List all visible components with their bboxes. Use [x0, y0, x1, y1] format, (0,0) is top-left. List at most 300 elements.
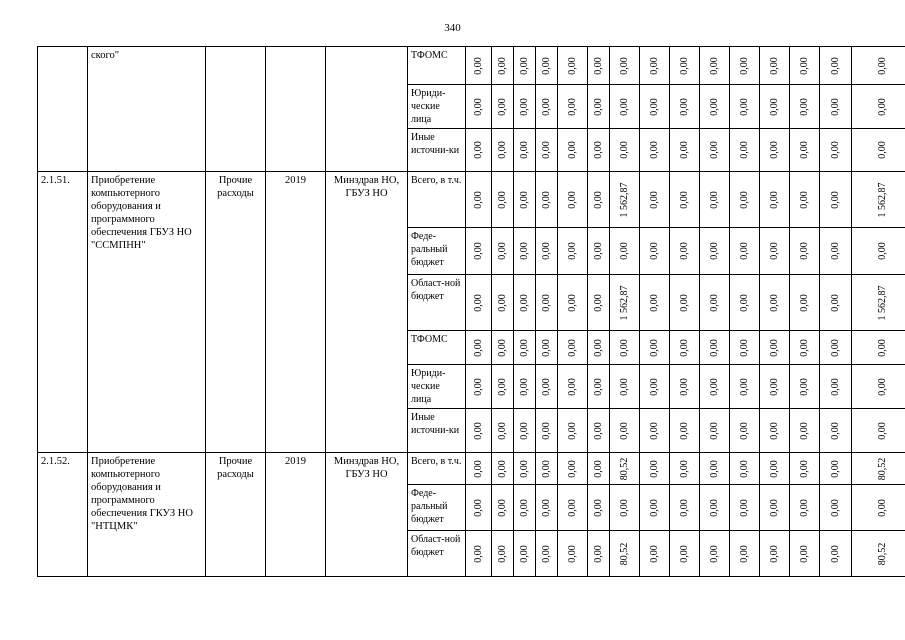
funding-source-cell: Феде-ральный бюджет	[408, 228, 466, 275]
value-cell	[588, 172, 610, 228]
value-text: 0,00	[472, 97, 484, 116]
value-text: 0,00	[540, 242, 552, 260]
value-text: 0,00	[496, 242, 508, 260]
value-text: 0,00	[877, 56, 888, 75]
value-cell	[700, 531, 730, 577]
value-text: 0,00	[678, 141, 690, 159]
table-row	[38, 172, 905, 228]
value-cell	[558, 228, 588, 275]
value-cell	[492, 47, 514, 85]
value-cell	[640, 331, 670, 365]
value-cell	[536, 47, 558, 85]
value-cell	[588, 129, 610, 172]
value-cell	[640, 453, 670, 485]
value-cell	[640, 85, 670, 129]
value-text: 0,00	[738, 421, 750, 440]
value-text: 0,00	[798, 56, 810, 75]
value-text: 80,52	[877, 542, 888, 565]
value-cell	[820, 129, 852, 172]
value-text: 0,00	[496, 459, 508, 478]
funding-source-cell: Иные источни-ки	[408, 409, 466, 453]
value-text: 0,00	[678, 190, 690, 209]
value-cell	[492, 409, 514, 453]
value-cell	[760, 47, 790, 85]
value-text: 0,00	[798, 459, 810, 478]
value-text: 0,00	[518, 377, 530, 396]
value-cell	[820, 85, 852, 129]
value-cell	[514, 485, 536, 531]
value-cell	[558, 409, 588, 453]
value-text: 0,00	[829, 141, 841, 159]
value-cell	[514, 85, 536, 129]
value-cell	[852, 47, 905, 85]
value-cell	[492, 331, 514, 365]
item-name-cell: Приобретение компьютерного оборудования и программного обеспечения ГБУЗ НО "ССМПНН"	[88, 172, 206, 453]
value-cell	[558, 47, 588, 85]
value-cell	[558, 365, 588, 409]
value-cell	[700, 275, 730, 331]
value-cell	[558, 129, 588, 172]
value-text: 0,00	[798, 338, 810, 357]
value-cell	[558, 85, 588, 129]
table-row	[38, 453, 905, 485]
value-cell	[760, 85, 790, 129]
value-cell	[588, 228, 610, 275]
value-cell	[820, 228, 852, 275]
value-text: 0,00	[829, 377, 841, 396]
value-text: 0,00	[768, 544, 780, 563]
value-cell	[790, 409, 820, 453]
value-cell	[730, 531, 760, 577]
value-text: 0,00	[768, 293, 780, 312]
value-text: 0,00	[877, 377, 888, 396]
value-text: 0,00	[566, 190, 578, 209]
value-cell	[514, 228, 536, 275]
value-text: 0,00	[678, 377, 690, 396]
value-cell	[640, 275, 670, 331]
value-text: 0,00	[518, 338, 530, 357]
value-cell	[790, 129, 820, 172]
value-text: 0,00	[877, 97, 888, 116]
value-text: 0,00	[648, 56, 660, 75]
value-cell	[610, 485, 640, 531]
funding-source-cell: Всего, в т.ч.	[408, 453, 466, 485]
executor-cell	[326, 47, 408, 172]
value-cell	[588, 453, 610, 485]
value-text: 0,00	[496, 141, 508, 159]
item-number-cell	[38, 47, 88, 172]
value-text: 0,00	[566, 338, 578, 357]
expense-type-cell: Прочие расходы	[206, 172, 266, 453]
value-text: 0,00	[738, 242, 750, 260]
value-text: 0,00	[518, 242, 530, 260]
value-text: 0,00	[768, 338, 780, 357]
value-cell	[820, 531, 852, 577]
value-text: 0,00	[648, 498, 660, 517]
value-cell	[514, 531, 536, 577]
item-name-cell: ского"	[88, 47, 206, 172]
value-cell	[558, 485, 588, 531]
funding-source-cell: Област-ной бюджет	[408, 275, 466, 331]
value-text: 0,00	[618, 377, 630, 396]
value-text: 0,00	[738, 459, 750, 478]
value-text: 0,00	[648, 338, 660, 357]
value-cell	[558, 172, 588, 228]
value-cell	[670, 485, 700, 531]
value-cell	[670, 85, 700, 129]
value-text: 1 562,87	[877, 285, 888, 320]
year-cell: 2019	[266, 453, 326, 577]
year-cell: 2019	[266, 172, 326, 453]
value-text: 0,00	[540, 338, 552, 357]
value-text: 0,00	[829, 498, 841, 517]
value-cell	[852, 409, 905, 453]
value-cell	[852, 85, 905, 129]
value-text: 0,00	[768, 97, 780, 116]
value-cell	[790, 172, 820, 228]
value-text: 0,00	[592, 293, 604, 312]
value-cell	[466, 531, 492, 577]
value-cell	[852, 453, 905, 485]
value-text: 0,00	[829, 338, 841, 357]
value-text: 0,00	[648, 544, 660, 563]
value-text: 0,00	[708, 141, 720, 159]
value-text: 0,00	[768, 498, 780, 517]
value-text: 0,00	[592, 338, 604, 357]
value-cell	[670, 453, 700, 485]
funding-source-cell: Феде-ральный бюджет	[408, 485, 466, 531]
value-cell	[700, 228, 730, 275]
value-text: 0,00	[518, 56, 530, 75]
value-cell	[640, 409, 670, 453]
value-cell	[730, 365, 760, 409]
value-text: 0,00	[768, 377, 780, 396]
value-text: 1 562,87	[618, 182, 630, 217]
value-cell	[852, 275, 905, 331]
value-text: 0,00	[648, 97, 660, 116]
value-text: 0,00	[496, 190, 508, 209]
value-text: 0,00	[496, 498, 508, 517]
value-text: 0,00	[540, 190, 552, 209]
value-text: 0,00	[618, 97, 630, 116]
table-body	[38, 47, 905, 577]
value-text: 0,00	[496, 293, 508, 312]
value-text: 0,00	[648, 242, 660, 260]
value-text: 0,00	[496, 97, 508, 116]
value-cell	[536, 531, 558, 577]
value-text: 0,00	[768, 190, 780, 209]
value-text: 0,00	[592, 97, 604, 116]
value-text: 0,00	[618, 242, 630, 260]
value-text: 0,00	[829, 97, 841, 116]
value-cell	[852, 172, 905, 228]
value-text: 0,00	[540, 56, 552, 75]
value-cell	[790, 85, 820, 129]
value-cell	[466, 331, 492, 365]
value-text: 0,00	[472, 190, 484, 209]
value-text: 80,52	[618, 542, 630, 565]
value-cell	[536, 172, 558, 228]
value-text: 0,00	[566, 377, 578, 396]
value-cell	[670, 409, 700, 453]
value-cell	[640, 531, 670, 577]
value-text: 0,00	[708, 421, 720, 440]
value-cell	[514, 365, 536, 409]
value-cell	[492, 85, 514, 129]
value-text: 0,00	[678, 242, 690, 260]
value-cell	[514, 409, 536, 453]
value-cell	[492, 453, 514, 485]
value-text: 0,00	[738, 498, 750, 517]
value-cell	[610, 531, 640, 577]
value-text: 0,00	[678, 498, 690, 517]
value-cell	[640, 172, 670, 228]
value-cell	[820, 485, 852, 531]
value-cell	[670, 129, 700, 172]
value-cell	[466, 172, 492, 228]
value-cell	[588, 365, 610, 409]
value-text: 0,00	[540, 97, 552, 116]
value-cell	[700, 485, 730, 531]
value-text: 0,00	[708, 97, 720, 116]
value-text: 0,00	[648, 293, 660, 312]
value-cell	[640, 485, 670, 531]
value-cell	[730, 47, 760, 85]
value-text: 0,00	[738, 56, 750, 75]
value-cell	[670, 365, 700, 409]
value-cell	[852, 129, 905, 172]
value-text: 0,00	[678, 56, 690, 75]
value-text: 0,00	[618, 141, 630, 159]
value-text: 0,00	[708, 338, 720, 357]
value-text: 0,00	[496, 377, 508, 396]
value-cell	[588, 47, 610, 85]
value-text: 0,00	[472, 544, 484, 563]
value-cell	[730, 228, 760, 275]
value-text: 0,00	[618, 56, 630, 75]
value-cell	[610, 331, 640, 365]
value-text: 0,00	[472, 459, 484, 478]
value-cell	[790, 275, 820, 331]
value-cell	[640, 129, 670, 172]
value-text: 0,00	[829, 242, 841, 260]
value-cell	[852, 228, 905, 275]
value-cell	[492, 531, 514, 577]
value-cell	[790, 531, 820, 577]
funding-source-cell: ТФОМС	[408, 331, 466, 365]
value-text: 0,00	[540, 544, 552, 563]
value-cell	[670, 47, 700, 85]
value-cell	[790, 453, 820, 485]
value-cell	[466, 275, 492, 331]
value-text: 0,00	[798, 377, 810, 396]
value-text: 0,00	[566, 421, 578, 440]
funding-source-cell: Иные источни-ки	[408, 129, 466, 172]
value-text: 0,00	[708, 293, 720, 312]
value-text: 0,00	[738, 544, 750, 563]
funding-source-cell: Юриди-ческие лица	[408, 365, 466, 409]
value-cell	[670, 275, 700, 331]
value-text: 0,00	[829, 459, 841, 478]
value-text: 0,00	[708, 459, 720, 478]
value-cell	[610, 85, 640, 129]
value-text: 0,00	[798, 97, 810, 116]
value-cell	[610, 275, 640, 331]
value-text: 0,00	[592, 544, 604, 563]
item-number-cell: 2.1.52.	[38, 453, 88, 577]
value-text: 0,00	[877, 141, 888, 159]
value-cell	[760, 531, 790, 577]
value-cell	[558, 275, 588, 331]
value-text: 0,00	[768, 56, 780, 75]
value-cell	[492, 485, 514, 531]
value-text: 0,00	[540, 421, 552, 440]
value-text: 1 562,87	[877, 182, 888, 217]
value-text: 0,00	[496, 338, 508, 357]
value-text: 0,00	[540, 377, 552, 396]
value-cell	[852, 331, 905, 365]
value-cell	[466, 85, 492, 129]
year-cell	[266, 47, 326, 172]
value-text: 0,00	[708, 190, 720, 209]
value-cell	[852, 485, 905, 531]
value-cell	[700, 47, 730, 85]
value-text: 0,00	[540, 293, 552, 312]
value-text: 0,00	[496, 56, 508, 75]
funding-source-cell: ТФОМС	[408, 47, 466, 85]
value-text: 0,00	[708, 242, 720, 260]
value-cell	[640, 228, 670, 275]
value-text: 0,00	[496, 544, 508, 563]
value-cell	[760, 365, 790, 409]
value-cell	[492, 172, 514, 228]
value-cell	[466, 485, 492, 531]
value-text: 0,00	[829, 544, 841, 563]
value-cell	[820, 409, 852, 453]
value-text: 0,00	[877, 242, 888, 260]
value-text: 0,00	[566, 56, 578, 75]
value-text: 0,00	[768, 242, 780, 260]
value-cell	[760, 172, 790, 228]
value-cell	[492, 365, 514, 409]
value-text: 0,00	[678, 293, 690, 312]
value-text: 0,00	[708, 544, 720, 563]
expense-type-cell: Прочие расходы	[206, 453, 266, 577]
value-text: 80,52	[618, 457, 630, 480]
value-text: 0,00	[798, 293, 810, 312]
value-text: 0,00	[518, 544, 530, 563]
value-text: 0,00	[648, 421, 660, 440]
value-text: 0,00	[566, 459, 578, 478]
value-text: 0,00	[678, 421, 690, 440]
value-cell	[790, 365, 820, 409]
value-text: 0,00	[678, 544, 690, 563]
value-text: 0,00	[518, 293, 530, 312]
value-cell	[492, 275, 514, 331]
value-text: 0,00	[708, 498, 720, 517]
value-cell	[820, 47, 852, 85]
value-cell	[610, 47, 640, 85]
value-cell	[588, 85, 610, 129]
value-text: 0,00	[738, 97, 750, 116]
value-cell	[760, 485, 790, 531]
value-text: 0,00	[566, 544, 578, 563]
value-text: 0,00	[798, 242, 810, 260]
value-text: 0,00	[496, 421, 508, 440]
value-text: 0,00	[648, 459, 660, 478]
value-text: 0,00	[566, 242, 578, 260]
value-cell	[536, 365, 558, 409]
value-cell	[588, 275, 610, 331]
value-cell	[670, 228, 700, 275]
value-cell	[514, 47, 536, 85]
value-cell	[610, 365, 640, 409]
value-text: 0,00	[829, 293, 841, 312]
value-text: 0,00	[472, 141, 484, 159]
value-text: 0,00	[472, 421, 484, 440]
value-text: 0,00	[472, 293, 484, 312]
value-text: 0,00	[798, 544, 810, 563]
value-text: 1 562,87	[618, 285, 630, 320]
expense-type-cell	[206, 47, 266, 172]
value-text: 0,00	[877, 338, 888, 357]
value-cell	[536, 275, 558, 331]
item-name-cell: Приобретение компьютерного оборудования и программного обеспечения ГКУЗ НО "НТЦМК"	[88, 453, 206, 577]
value-text: 0,00	[540, 498, 552, 517]
value-cell	[760, 453, 790, 485]
value-cell	[558, 331, 588, 365]
value-cell	[466, 129, 492, 172]
value-cell	[492, 129, 514, 172]
value-cell	[700, 129, 730, 172]
value-cell	[536, 129, 558, 172]
value-cell	[466, 453, 492, 485]
value-cell	[760, 228, 790, 275]
value-cell	[514, 331, 536, 365]
value-cell	[700, 331, 730, 365]
value-cell	[536, 228, 558, 275]
value-cell	[670, 172, 700, 228]
value-cell	[760, 275, 790, 331]
value-text: 0,00	[798, 421, 810, 440]
value-text: 0,00	[768, 459, 780, 478]
value-cell	[558, 453, 588, 485]
value-text: 0,00	[592, 498, 604, 517]
value-text: 0,00	[738, 377, 750, 396]
value-text: 80,52	[877, 457, 888, 480]
value-text: 0,00	[518, 97, 530, 116]
value-cell	[730, 275, 760, 331]
value-cell	[514, 453, 536, 485]
value-text: 0,00	[738, 338, 750, 357]
executor-cell: Минздрав НО, ГБУЗ НО	[326, 172, 408, 453]
value-cell	[588, 409, 610, 453]
value-cell	[820, 331, 852, 365]
value-cell	[536, 331, 558, 365]
value-text: 0,00	[648, 377, 660, 396]
value-text: 0,00	[648, 190, 660, 209]
value-cell	[640, 47, 670, 85]
value-cell	[558, 531, 588, 577]
value-cell	[588, 331, 610, 365]
value-text: 0,00	[738, 141, 750, 159]
value-text: 0,00	[518, 190, 530, 209]
value-cell	[700, 85, 730, 129]
value-text: 0,00	[518, 498, 530, 517]
value-text: 0,00	[877, 498, 888, 517]
value-cell	[536, 85, 558, 129]
value-text: 0,00	[566, 141, 578, 159]
